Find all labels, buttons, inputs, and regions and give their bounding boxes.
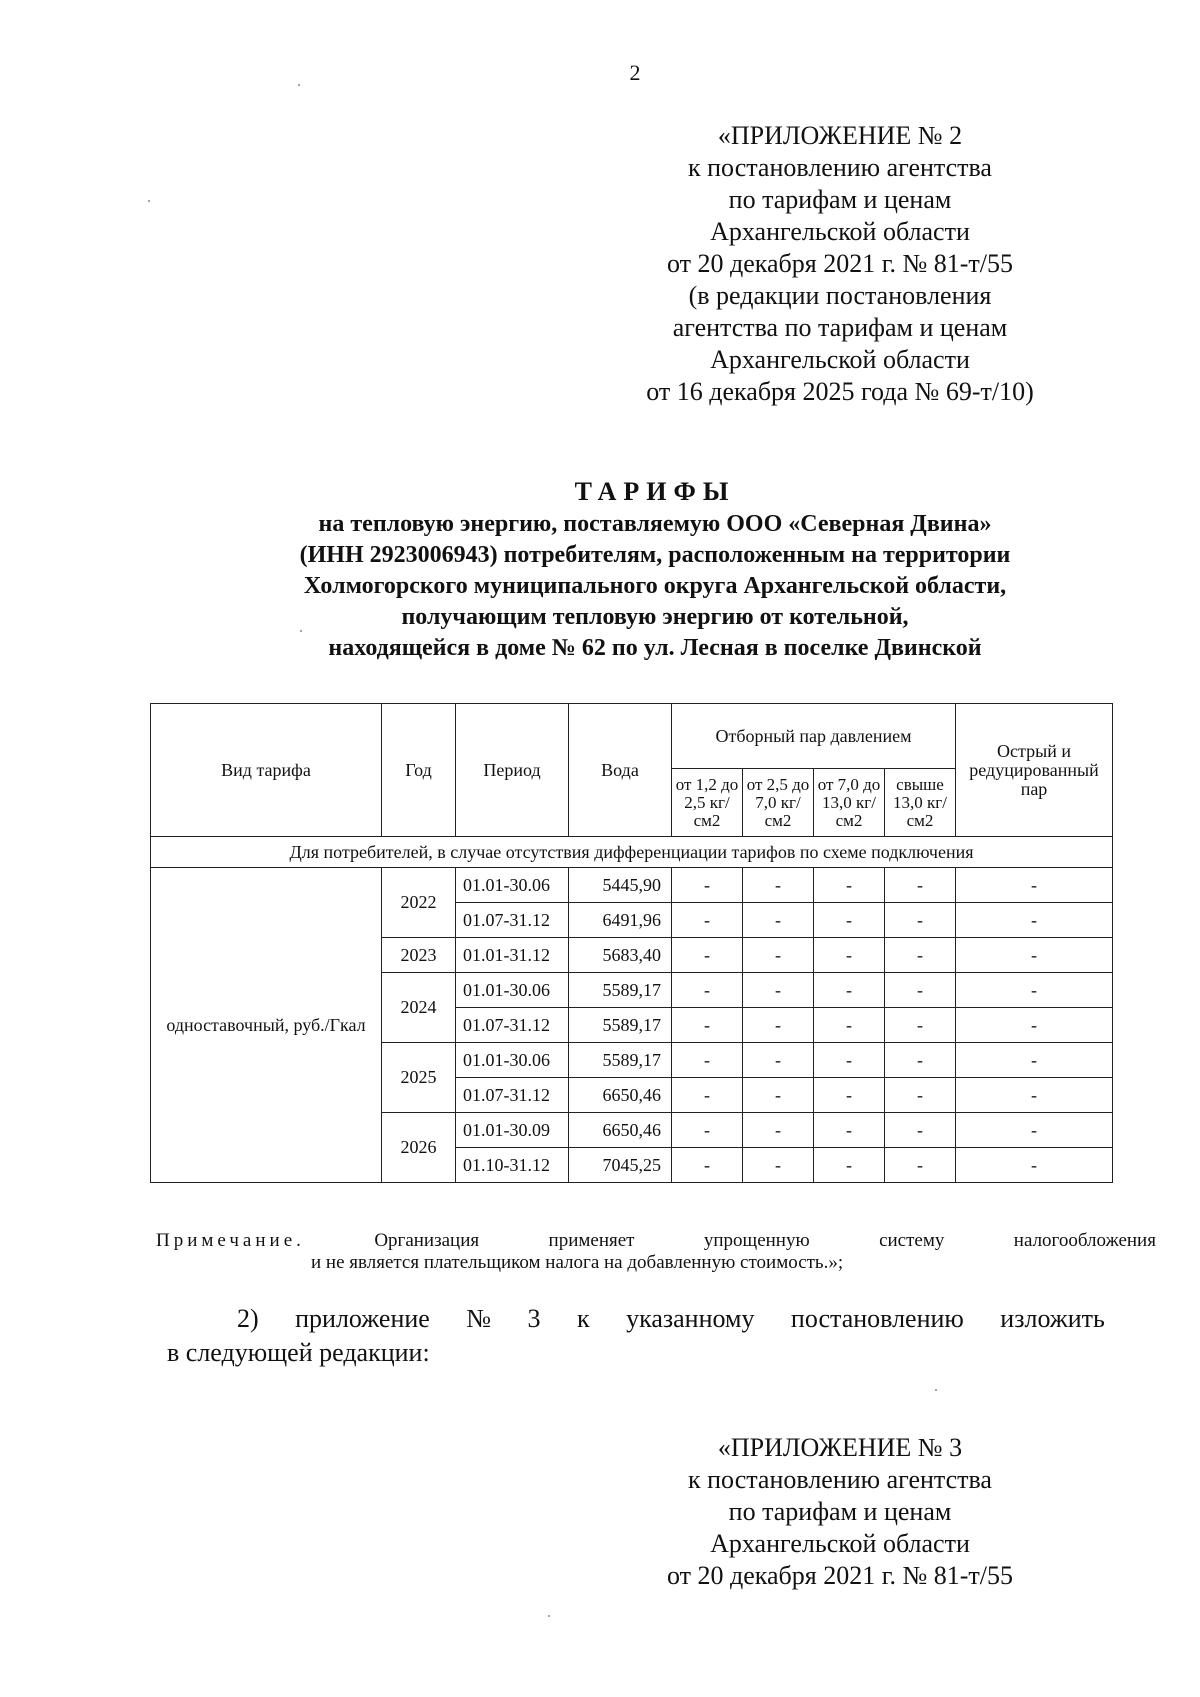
sharp-steam-cell: - bbox=[956, 1008, 1113, 1043]
note-word: упрощенную bbox=[703, 1230, 810, 1251]
steam-cell: - bbox=[672, 1008, 743, 1043]
steam-cell: - bbox=[885, 1113, 956, 1148]
period-cell: 01.10-31.12 bbox=[456, 1148, 569, 1183]
header-year: Год bbox=[382, 704, 456, 837]
year-cell: 2024 bbox=[382, 973, 456, 1043]
header-steam-1: от 1,2 до 2,5 кг/см2 bbox=[672, 769, 743, 837]
period-cell: 01.07-31.12 bbox=[456, 1078, 569, 1113]
steam-cell: - bbox=[672, 1043, 743, 1078]
water-cell: 6491,96 bbox=[569, 903, 672, 938]
appendix-line: от 16 декабря 2025 года № 69-т/10) bbox=[646, 377, 1034, 406]
paragraph-line-2: в следующей редакции: bbox=[167, 1338, 430, 1367]
header-steam-3: от 7,0 до 13,0 кг/см2 bbox=[814, 769, 885, 837]
appendix-line: к постановлению агентства bbox=[688, 153, 992, 182]
steam-cell: - bbox=[743, 868, 814, 903]
steam-cell: - bbox=[672, 1078, 743, 1113]
paragraph-word: указанному bbox=[626, 1304, 755, 1333]
scan-speck bbox=[935, 1389, 937, 1391]
steam-cell: - bbox=[743, 1078, 814, 1113]
appendix-3-header bbox=[610, 1432, 1070, 1592]
year-cell: 2025 bbox=[382, 1043, 456, 1113]
note-word: систему bbox=[879, 1230, 945, 1251]
water-cell: 5589,17 bbox=[569, 973, 672, 1008]
appendix-line: по тарифам и ценам bbox=[728, 1497, 952, 1526]
steam-cell: - bbox=[743, 973, 814, 1008]
steam-cell: - bbox=[814, 973, 885, 1008]
steam-cell: - bbox=[814, 1078, 885, 1113]
scan-speck bbox=[148, 200, 150, 202]
header-steam-4: свыше 13,0 кг/см2 bbox=[885, 769, 956, 837]
steam-cell: - bbox=[885, 1078, 956, 1113]
steam-cell: - bbox=[885, 938, 956, 973]
sharp-steam-cell: - bbox=[956, 903, 1113, 938]
appendix-line: от 20 декабря 2021 г. № 81-т/55 bbox=[666, 1561, 1014, 1590]
steam-cell: - bbox=[885, 973, 956, 1008]
appendix-line: по тарифам и ценам bbox=[728, 185, 952, 214]
year-cell: 2023 bbox=[382, 938, 456, 973]
header-steam-group: Отборный пар давлением bbox=[672, 704, 956, 769]
title-line: на тепловую энергию, поставляемую ООО «Северная Двина» bbox=[318, 511, 992, 537]
sharp-steam-cell: - bbox=[956, 938, 1113, 973]
appendix-line: к постановлению агентства bbox=[688, 1465, 992, 1494]
note bbox=[156, 1230, 1156, 1274]
appendix-line: агентства по тарифам и ценам bbox=[672, 313, 1008, 342]
section-row: Для потребителей, в случае отсутствия дифференциации тарифов по схеме подключения bbox=[151, 837, 1113, 868]
tariff-table bbox=[150, 703, 1113, 1183]
paragraph-word: постановлению bbox=[790, 1304, 964, 1333]
header-water: Вода bbox=[569, 704, 672, 837]
steam-cell: - bbox=[814, 903, 885, 938]
water-cell: 6650,46 bbox=[569, 1078, 672, 1113]
year-cell: 2026 bbox=[382, 1113, 456, 1183]
steam-cell: - bbox=[672, 1113, 743, 1148]
appendix-line: (в редакции постановления bbox=[688, 281, 992, 310]
steam-cell: - bbox=[743, 1008, 814, 1043]
year-cell: 2022 bbox=[382, 868, 456, 938]
appendix-2-header bbox=[610, 120, 1070, 408]
steam-cell: - bbox=[743, 1043, 814, 1078]
period-cell: 01.01-30.06 bbox=[456, 1043, 569, 1078]
period-cell: 01.01-30.09 bbox=[456, 1113, 569, 1148]
appendix-line: Архангельской области bbox=[710, 217, 970, 246]
steam-cell: - bbox=[814, 938, 885, 973]
note-word: налогообложения bbox=[1013, 1230, 1156, 1251]
scan-speck bbox=[298, 84, 300, 86]
sharp-steam-cell: - bbox=[956, 1148, 1113, 1183]
sharp-steam-cell: - bbox=[956, 973, 1113, 1008]
paragraph-word: изложить bbox=[1000, 1304, 1105, 1333]
header-steam-2: от 2,5 до 7,0 кг/см2 bbox=[743, 769, 814, 837]
title-heading: ТАРИФЫ bbox=[574, 477, 736, 506]
water-cell: 6650,46 bbox=[569, 1113, 672, 1148]
period-cell: 01.01-30.06 bbox=[456, 868, 569, 903]
steam-cell: - bbox=[885, 1043, 956, 1078]
title-line: Холмогорского муниципального округа Архангельской области, bbox=[303, 573, 1007, 599]
sharp-steam-cell: - bbox=[956, 868, 1113, 903]
paragraph-word: к bbox=[576, 1304, 590, 1333]
steam-cell: - bbox=[814, 1043, 885, 1078]
steam-cell: - bbox=[743, 1113, 814, 1148]
steam-cell: - bbox=[672, 938, 743, 973]
paragraph-line-1 bbox=[167, 1302, 1105, 1336]
steam-cell: - bbox=[672, 973, 743, 1008]
header-kind: Вид тарифа bbox=[151, 704, 382, 837]
steam-cell: - bbox=[885, 868, 956, 903]
steam-cell: - bbox=[743, 938, 814, 973]
table-row bbox=[151, 868, 1113, 903]
steam-cell: - bbox=[814, 868, 885, 903]
water-cell: 5589,17 bbox=[569, 1008, 672, 1043]
steam-cell: - bbox=[743, 903, 814, 938]
amendment-paragraph bbox=[167, 1302, 1105, 1370]
sharp-steam-cell: - bbox=[956, 1043, 1113, 1078]
sharp-steam-cell: - bbox=[956, 1113, 1113, 1148]
steam-cell: - bbox=[814, 1148, 885, 1183]
appendix-line: «ПРИЛОЖЕНИЕ № 2 bbox=[717, 121, 963, 150]
note-word: применяет bbox=[548, 1230, 635, 1251]
steam-cell: - bbox=[672, 1148, 743, 1183]
period-cell: 01.07-31.12 bbox=[456, 1008, 569, 1043]
note-line-1 bbox=[156, 1230, 1156, 1252]
title-line: получающим тепловую энергию от котельной, bbox=[401, 604, 909, 630]
steam-cell: - bbox=[885, 1148, 956, 1183]
steam-cell: - bbox=[885, 1008, 956, 1043]
appendix-line: Архангельской области bbox=[710, 1529, 970, 1558]
period-cell: 01.01-31.12 bbox=[456, 938, 569, 973]
period-cell: 01.01-30.06 bbox=[456, 973, 569, 1008]
water-cell: 5589,17 bbox=[569, 1043, 672, 1078]
water-cell: 5445,90 bbox=[569, 868, 672, 903]
appendix-line: от 20 декабря 2021 г. № 81-т/55 bbox=[666, 249, 1014, 278]
appendix-line: Архангельской области bbox=[710, 345, 970, 374]
title-line: (ИНН 2923006943) потребителям, расположенным на территории bbox=[299, 542, 1011, 568]
water-cell: 5683,40 bbox=[569, 938, 672, 973]
water-cell: 7045,25 bbox=[569, 1148, 672, 1183]
steam-cell: - bbox=[672, 903, 743, 938]
steam-cell: - bbox=[885, 903, 956, 938]
header-period: Период bbox=[456, 704, 569, 837]
paragraph-word: № bbox=[466, 1304, 492, 1333]
paragraph-word: 2) bbox=[237, 1304, 259, 1333]
steam-cell: - bbox=[672, 868, 743, 903]
scan-speck bbox=[548, 1615, 550, 1617]
tariff-kind-cell: одноставочный, руб./Гкал bbox=[151, 868, 382, 1183]
paragraph-word: приложение bbox=[295, 1304, 430, 1333]
steam-cell: - bbox=[814, 1113, 885, 1148]
steam-cell: - bbox=[814, 1008, 885, 1043]
header-sharp-steam: Острый и редуцированный пар bbox=[956, 704, 1113, 837]
steam-cell: - bbox=[743, 1148, 814, 1183]
note-line-2: и не является плательщиком налога на добавленную стоимость.»; bbox=[311, 1252, 844, 1273]
scan-speck bbox=[300, 630, 302, 632]
note-label: Примечание. bbox=[156, 1230, 305, 1251]
period-cell: 01.07-31.12 bbox=[456, 903, 569, 938]
sharp-steam-cell: - bbox=[956, 1078, 1113, 1113]
paragraph-word: 3 bbox=[527, 1304, 541, 1333]
title-line: находящейся в доме № 62 по ул. Лесная в поселке Двинской bbox=[328, 635, 982, 661]
document-title bbox=[150, 476, 1160, 664]
note-word: Организация bbox=[374, 1230, 480, 1251]
page-number: 2 bbox=[629, 60, 641, 85]
appendix-line: «ПРИЛОЖЕНИЕ № 3 bbox=[717, 1433, 963, 1462]
